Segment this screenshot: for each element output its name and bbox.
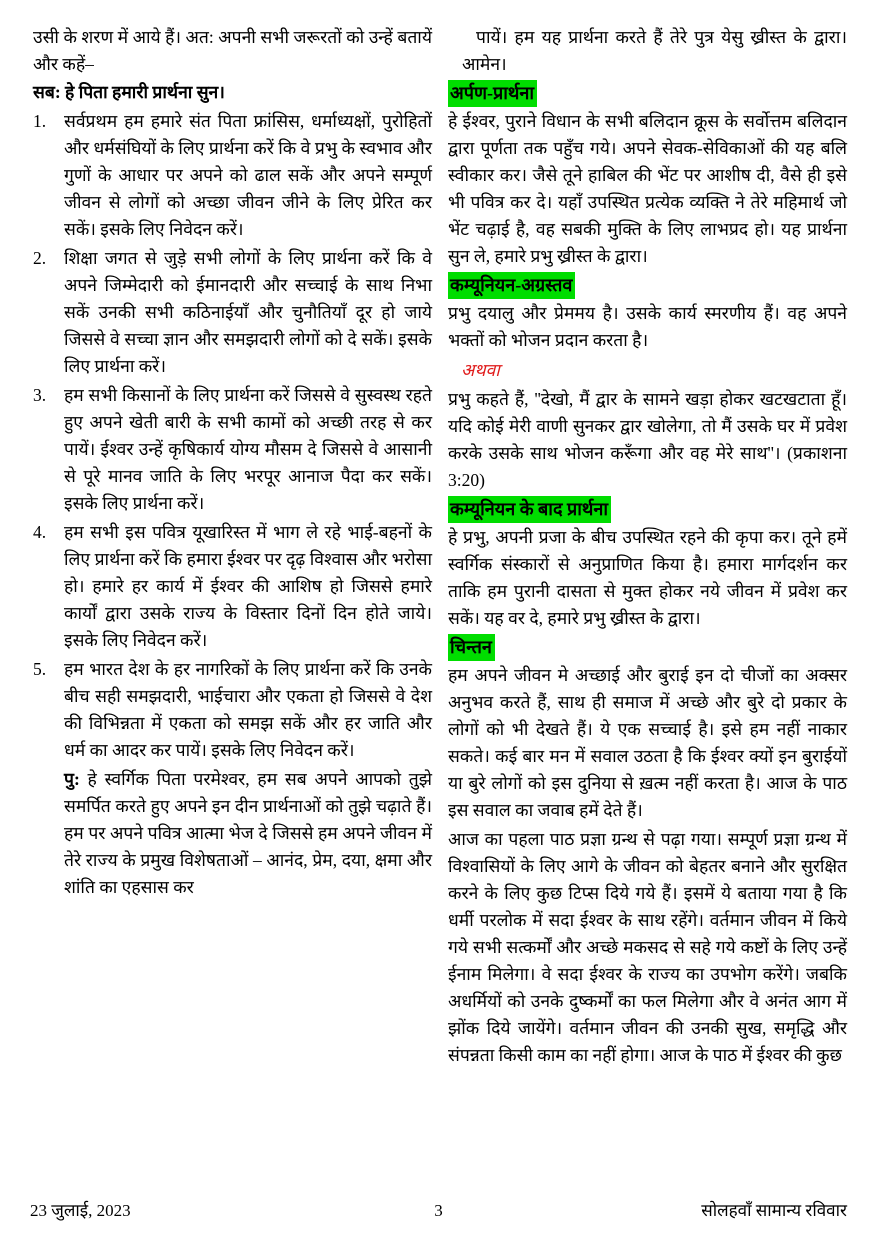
item-number: 3. bbox=[33, 385, 47, 405]
item-text: शिक्षा जगत से जुड़े सभी लोगों के लिए प्रार्थना करें कि वे अपने जिम्मेदारी को ईमानदारी और सच्चाई के साथ निभा सकें उनकी सभी कठिनाईयाँ और चुनौतियाँ दूर हो जाये जिससे वे सच्चा ज्ञान और समझदारी लोगों को दे सकें। इसके लिए प्रार्थना करें। bbox=[64, 248, 432, 376]
page-footer bbox=[30, 1198, 847, 1221]
antiphon-alternative-text: प्रभु कहते हैं, ''देखो, मैं द्वार के सामने खड़ा होकर खटखटाता हूँ। यदि कोई मेरी वाणी सुनकर द्वार खोलेगा, तो मैं उसके घर में प्रवेश करके उसके साथ भोजन करूँगा और वह मेरे साथ''। (प्रकाशना 3:20) bbox=[448, 389, 847, 490]
prayer-item-2 bbox=[33, 245, 432, 380]
footer-sunday-title: सोलहवाँ सामान्य रविवार bbox=[701, 1201, 847, 1220]
offering-prayer-heading: अर्पण-प्रार्थना bbox=[448, 80, 537, 107]
item-text: हम भारत देश के हर नागरिकों के लिए प्रार्थना करें कि उनके बीच सही समझदारी, भाईचारा और एकता हो जिससे वे देश की विभिन्नता में एकता को समझ सकें और हर जाति और धर्म का आदर कर पायें। इसके लिए निवेदन करें। bbox=[64, 659, 432, 760]
priest-text: हे स्वर्गिक पिता परमेश्वर, हम सब अपने आपको तुझे समर्पित करते हुए अपने इन दीन प्रार्थनाओं को तुझे चढ़ाते हैं। हम पर अपने पवित्र आत्मा भेज दे जिससे हम अपने जीवन में तेरे राज्य के प्रमुख विशेषताओं – आनंद, प्रेम, दया, क्षमा और शांति का एहसास कर bbox=[64, 769, 432, 897]
item-text: हम सभी किसानों के लिए प्रार्थना करें जिससे वे सुस्वस्थ रहते हुए अपने खेती बारी के सभी कामों को अच्छी तरह से कर पायें। ईश्वर उन्हें कृषिकार्य योग्य मौसम दे जिससे वे आसानी से पूरे मानव जाति के लिए भरपूर आनाज पैदा कर सकें। इसके लिए प्रार्थना करें। bbox=[64, 385, 432, 513]
footer-date: 23 जुलाई, 2023 bbox=[30, 1201, 131, 1220]
priest-label: पु: bbox=[64, 769, 80, 789]
reflection-paragraph-1: हम अपने जीवन मे अच्छाई और बुराई इन दो चीजों का अक्सर अनुभव करते हैं, साथ ही समाज में अच्छे और बुरे दो प्रकार के लोगों को भी देखते हैं। ये एक सच्चाई है। इसे हम नहीं नाकार सकते। कई बार मन में सवाल उठता है कि ईश्वर क्यों इन बुराईयों या बुरे लोगों को इस दुनिया से ख़त्म नहीं करता है। आज के पाठ इस सवाल का जवाब हमें देते हैं। bbox=[448, 665, 847, 820]
communion-antiphon-heading-line bbox=[448, 272, 847, 299]
continuation-paragraph: पायें। हम यह प्रार्थना करते हैं तेरे पुत्र येसु ख्रीस्त के द्वारा। आमेन। bbox=[462, 27, 847, 74]
reflection-paragraph-2: आज का पहला पाठ प्रज्ञा ग्रन्थ से पढ़ा गया। सम्पूर्ण प्रज्ञा ग्रन्थ में विश्वासियों के लिए आगे के जीवन को बेहतर बनाने और सुरक्षित करने के लिए कुछ टिप्स दिये गये हैं। इसमें ये बताया गया है कि धर्मी परलोक में सदा ईश्वर के साथ रहेंगे। वर्तमान जीवन में किये गये सभी सत्कर्मों और अच्छे मकसद से सहे गये कष्टों के लिए उन्हें ईनाम मिलेगा। वे सदा ईश्वर के राज्य का उपभोग करेंगे। जबकि अधर्मियों को उनके दुष्कर्मों का फल मिलेगा और वे अनंत आग में झोंक दिये जायेंगे। वर्तमान जीवन की उनकी सुख, समृद्धि और संपन्नता किसी काम का नहीं होगा। आज के पाठ में ईश्वर की कुछ bbox=[448, 829, 847, 1065]
prayer-item-4 bbox=[33, 519, 432, 654]
reflection-heading: चिन्तन bbox=[448, 634, 495, 661]
item-number: 1. bbox=[33, 111, 47, 131]
item-text: सर्वप्रथम हम हमारे संत पिता फ्रांसिस, धर्माध्यक्षों, पुरोहितों और धर्मसंघियों के लिए प्रार्थना करें कि वे प्रभु के स्वभाव और गुणों के आधार पर अपने को ढाल सकें और अपने सम्पूर्ण जीवन से लोगों को अच्छा जीवन जीने के लिए प्रेरित कर सकें। इसके लिए निवेदन करें। bbox=[64, 111, 432, 239]
right-column bbox=[448, 24, 847, 1071]
congregation-response-line: सब: हे पिता हमारी प्रार्थना सुन। bbox=[33, 82, 225, 102]
post-communion-heading-line bbox=[448, 496, 847, 523]
item-number: 4. bbox=[33, 522, 47, 542]
offering-prayer-text: हे ईश्वर, पुराने विधान के सभी बलिदान क्रूस के सर्वोत्तम बलिदान द्वारा पूर्णता तक पहुँच गये। अपने सेवक-सेविकाओं की यह बलि स्वीकार कर। जैसे तूने हाबिल की भेंट पर आशीष दी, वैसे ही इसे भी पवित्र कर दे। यहाँ उपस्थित प्रत्येक व्यक्ति ने तेरे महिमार्थ जो भेंट चढ़ाई है, वह सबकी मुक्ति के लिए लाभप्रद हो। यह प्रार्थना सुन ले, हमारे प्रभु ख्रीस्त के द्वारा। bbox=[448, 111, 847, 266]
or-alternative-label: अथवा bbox=[461, 360, 500, 380]
footer-page-number: 3 bbox=[434, 1201, 443, 1220]
item-number: 2. bbox=[33, 248, 47, 268]
item-number: 5. bbox=[33, 659, 47, 679]
intro-paragraph: उसी के शरण में आये हैं। अत: अपनी सभी जरूरतों को उन्हें बतायें और कहें– bbox=[33, 27, 432, 74]
offering-prayer-heading-line bbox=[448, 80, 847, 107]
item-text: हम सभी इस पवित्र यूखारिस्त में भाग ले रहे भाई-बहनों के लिए प्रार्थना करें कि हमारा ईश्वर पर दृढ़ विश्वास और भरोसा हो। हमारे हर कार्य में ईश्वर की आशिष हो जिससे हमारे कार्यों द्वारा उसके राज्य के विस्तार दिनों दिन होते जाये। इसके लिए निवेदन करें। bbox=[64, 522, 432, 650]
communion-antiphon-text: प्रभु दयालु और प्रेममय है। उसके कार्य स्मरणीय हैं। वह अपने भक्तों को भोजन प्रदान करता है। bbox=[448, 303, 847, 350]
post-communion-text: हे प्रभु, अपनी प्रजा के बीच उपस्थित रहने की कृपा कर। तूने हमें स्वर्गिक संस्कारों से अनुप्राणित किया है। हमारा मार्गदर्शन कर ताकि हम पुरानी दासता से मुक्त होकर नये जीवन में प्रवेश कर सकें। यह वर दे, हमारे प्रभु ख्रीस्त के द्वारा। bbox=[448, 527, 847, 628]
prayer-item-1 bbox=[33, 108, 432, 243]
left-column bbox=[33, 24, 432, 1071]
prayer-item-3 bbox=[33, 382, 432, 517]
post-communion-heading: कम्यूनियन के बाद प्रार्थना bbox=[448, 496, 611, 523]
prayer-item-5 bbox=[33, 656, 432, 764]
reflection-heading-line bbox=[448, 634, 847, 661]
communion-antiphon-heading: कम्यूनियन-अग्रस्तव bbox=[448, 272, 575, 299]
priest-prayer-paragraph bbox=[33, 766, 432, 901]
